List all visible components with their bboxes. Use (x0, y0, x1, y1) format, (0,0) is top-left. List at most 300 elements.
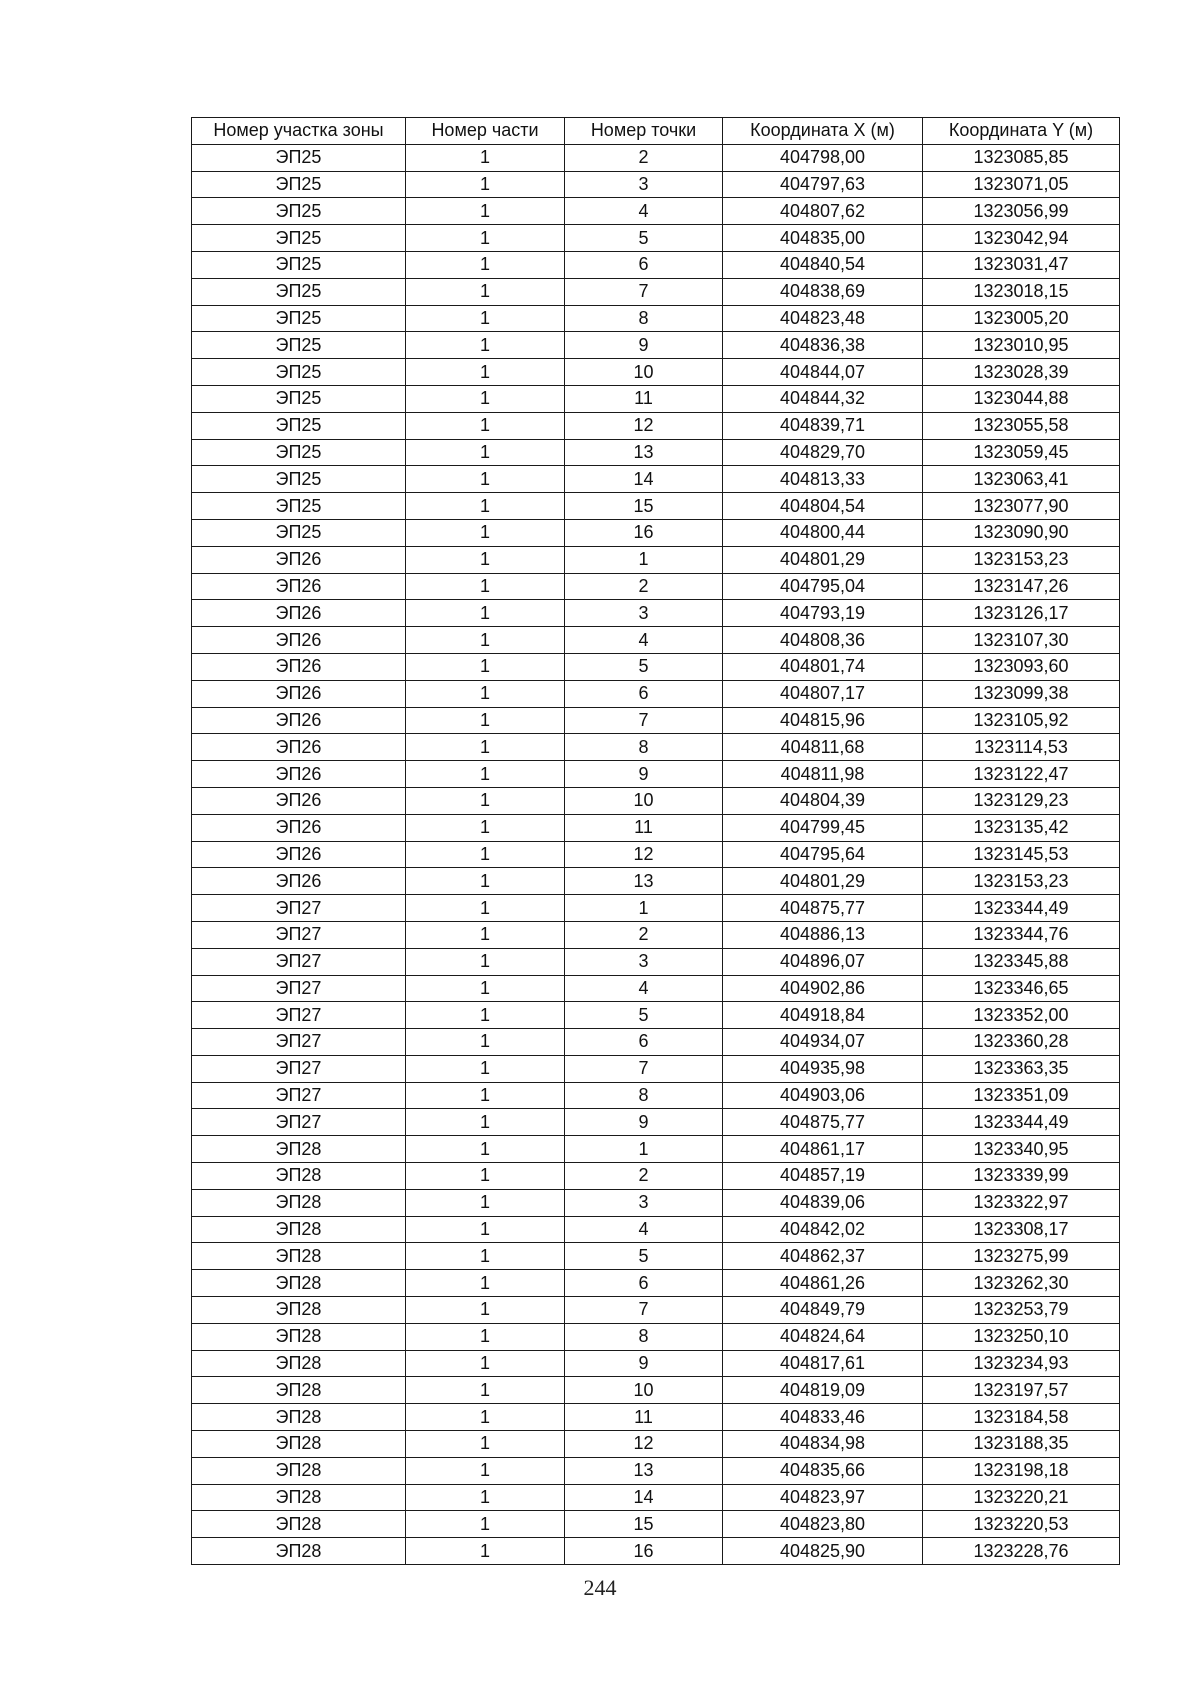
cell-part-number: 1 (406, 734, 565, 761)
cell-zone-section: ЭП28 (192, 1189, 406, 1216)
cell-part-number: 1 (406, 921, 565, 948)
cell-coordinate-x: 404875,77 (723, 1109, 923, 1136)
cell-part-number: 1 (406, 707, 565, 734)
cell-part-number: 1 (406, 332, 565, 359)
cell-zone-section: ЭП26 (192, 814, 406, 841)
table-row (192, 627, 1120, 654)
cell-coordinate-y: 1323055,58 (923, 412, 1120, 439)
cell-coordinate-x: 404903,06 (723, 1082, 923, 1109)
cell-coordinate-y: 1323340,95 (923, 1136, 1120, 1163)
table-row (192, 1323, 1120, 1350)
cell-point-number: 9 (565, 761, 723, 788)
cell-coordinate-x: 404834,98 (723, 1431, 923, 1458)
cell-point-number: 8 (565, 1323, 723, 1350)
cell-zone-section: ЭП27 (192, 1002, 406, 1029)
table-row (192, 1055, 1120, 1082)
cell-coordinate-y: 1323059,45 (923, 439, 1120, 466)
cell-part-number: 1 (406, 1002, 565, 1029)
cell-coordinate-x: 404824,64 (723, 1323, 923, 1350)
cell-point-number: 10 (565, 359, 723, 386)
cell-coordinate-x: 404811,68 (723, 734, 923, 761)
table-row (192, 653, 1120, 680)
cell-part-number: 1 (406, 1189, 565, 1216)
cell-part-number: 1 (406, 1055, 565, 1082)
cell-coordinate-y: 1323308,17 (923, 1216, 1120, 1243)
cell-coordinate-y: 1323005,20 (923, 305, 1120, 332)
cell-coordinate-y: 1323262,30 (923, 1270, 1120, 1297)
table-row (192, 787, 1120, 814)
cell-zone-section: ЭП25 (192, 439, 406, 466)
table-row (192, 707, 1120, 734)
cell-part-number: 1 (406, 761, 565, 788)
table-row (192, 573, 1120, 600)
table-row (192, 144, 1120, 171)
cell-zone-section: ЭП26 (192, 734, 406, 761)
cell-point-number: 8 (565, 305, 723, 332)
cell-coordinate-x: 404857,19 (723, 1163, 923, 1190)
cell-zone-section: ЭП28 (192, 1243, 406, 1270)
cell-coordinate-y: 1323234,93 (923, 1350, 1120, 1377)
cell-coordinate-x: 404918,84 (723, 1002, 923, 1029)
cell-part-number: 1 (406, 841, 565, 868)
cell-zone-section: ЭП28 (192, 1323, 406, 1350)
cell-zone-section: ЭП25 (192, 305, 406, 332)
cell-coordinate-y: 1323228,76 (923, 1538, 1120, 1565)
cell-coordinate-y: 1323114,53 (923, 734, 1120, 761)
cell-coordinate-y: 1323345,88 (923, 948, 1120, 975)
cell-part-number: 1 (406, 144, 565, 171)
cell-coordinate-y: 1323339,99 (923, 1163, 1120, 1190)
cell-coordinate-x: 404815,96 (723, 707, 923, 734)
cell-coordinate-x: 404835,00 (723, 225, 923, 252)
cell-coordinate-x: 404804,39 (723, 787, 923, 814)
cell-coordinate-y: 1323010,95 (923, 332, 1120, 359)
cell-coordinate-x: 404813,33 (723, 466, 923, 493)
cell-point-number: 9 (565, 1350, 723, 1377)
cell-part-number: 1 (406, 278, 565, 305)
cell-coordinate-y: 1323153,23 (923, 868, 1120, 895)
cell-coordinate-x: 404836,38 (723, 332, 923, 359)
cell-part-number: 1 (406, 1404, 565, 1431)
cell-part-number: 1 (406, 1511, 565, 1538)
cell-coordinate-y: 1323346,65 (923, 975, 1120, 1002)
cell-zone-section: ЭП26 (192, 841, 406, 868)
cell-coordinate-y: 1323126,17 (923, 600, 1120, 627)
table-header-row (192, 118, 1120, 145)
header-coordinate-x: Координата X (м) (723, 118, 923, 145)
cell-zone-section: ЭП27 (192, 975, 406, 1002)
table-row (192, 1431, 1120, 1458)
table-row (192, 948, 1120, 975)
table-row (192, 680, 1120, 707)
cell-coordinate-y: 1323042,94 (923, 225, 1120, 252)
cell-point-number: 8 (565, 1082, 723, 1109)
cell-coordinate-y: 1323090,90 (923, 519, 1120, 546)
cell-coordinate-x: 404861,26 (723, 1270, 923, 1297)
table-row (192, 1377, 1120, 1404)
cell-part-number: 1 (406, 1243, 565, 1270)
cell-zone-section: ЭП26 (192, 787, 406, 814)
cell-point-number: 6 (565, 1270, 723, 1297)
cell-coordinate-y: 1323322,97 (923, 1189, 1120, 1216)
cell-coordinate-x: 404862,37 (723, 1243, 923, 1270)
table-row (192, 519, 1120, 546)
cell-coordinate-y: 1323253,79 (923, 1297, 1120, 1324)
cell-zone-section: ЭП26 (192, 707, 406, 734)
cell-point-number: 6 (565, 680, 723, 707)
cell-coordinate-x: 404801,74 (723, 653, 923, 680)
cell-coordinate-x: 404807,62 (723, 198, 923, 225)
cell-zone-section: ЭП27 (192, 895, 406, 922)
cell-point-number: 2 (565, 921, 723, 948)
cell-part-number: 1 (406, 573, 565, 600)
cell-coordinate-y: 1323028,39 (923, 359, 1120, 386)
cell-point-number: 12 (565, 412, 723, 439)
cell-coordinate-x: 404807,17 (723, 680, 923, 707)
cell-part-number: 1 (406, 198, 565, 225)
cell-part-number: 1 (406, 1270, 565, 1297)
cell-part-number: 1 (406, 171, 565, 198)
cell-coordinate-x: 404797,63 (723, 171, 923, 198)
cell-coordinate-y: 1323360,28 (923, 1029, 1120, 1056)
header-part-number: Номер части (406, 118, 565, 145)
cell-coordinate-x: 404808,36 (723, 627, 923, 654)
cell-point-number: 1 (565, 546, 723, 573)
cell-part-number: 1 (406, 1484, 565, 1511)
cell-coordinate-y: 1323363,35 (923, 1055, 1120, 1082)
cell-zone-section: ЭП28 (192, 1163, 406, 1190)
cell-point-number: 13 (565, 439, 723, 466)
table-row (192, 1189, 1120, 1216)
cell-coordinate-x: 404840,54 (723, 251, 923, 278)
cell-point-number: 5 (565, 225, 723, 252)
cell-part-number: 1 (406, 466, 565, 493)
cell-zone-section: ЭП25 (192, 385, 406, 412)
cell-point-number: 3 (565, 948, 723, 975)
cell-point-number: 3 (565, 1189, 723, 1216)
cell-point-number: 2 (565, 1163, 723, 1190)
table-row (192, 1270, 1120, 1297)
cell-coordinate-y: 1323018,15 (923, 278, 1120, 305)
cell-point-number: 4 (565, 627, 723, 654)
cell-point-number: 15 (565, 493, 723, 520)
table-row (192, 1538, 1120, 1565)
cell-zone-section: ЭП28 (192, 1431, 406, 1458)
table-row (192, 385, 1120, 412)
coordinates-table (191, 117, 1120, 1565)
cell-zone-section: ЭП28 (192, 1136, 406, 1163)
cell-part-number: 1 (406, 1350, 565, 1377)
table-row (192, 278, 1120, 305)
cell-coordinate-y: 1323147,26 (923, 573, 1120, 600)
cell-part-number: 1 (406, 519, 565, 546)
cell-zone-section: ЭП25 (192, 332, 406, 359)
table-row (192, 841, 1120, 868)
header-point-number: Номер точки (565, 118, 723, 145)
table-row (192, 225, 1120, 252)
cell-part-number: 1 (406, 1163, 565, 1190)
cell-point-number: 2 (565, 144, 723, 171)
table-row (192, 332, 1120, 359)
table-row (192, 734, 1120, 761)
cell-point-number: 15 (565, 1511, 723, 1538)
cell-coordinate-y: 1323099,38 (923, 680, 1120, 707)
cell-zone-section: ЭП26 (192, 761, 406, 788)
table-row (192, 1297, 1120, 1324)
cell-coordinate-y: 1323093,60 (923, 653, 1120, 680)
cell-point-number: 5 (565, 1243, 723, 1270)
cell-coordinate-x: 404819,09 (723, 1377, 923, 1404)
cell-part-number: 1 (406, 868, 565, 895)
cell-part-number: 1 (406, 1323, 565, 1350)
cell-point-number: 14 (565, 1484, 723, 1511)
header-zone-section: Номер участка зоны (192, 118, 406, 145)
cell-part-number: 1 (406, 385, 565, 412)
cell-zone-section: ЭП27 (192, 948, 406, 975)
cell-point-number: 8 (565, 734, 723, 761)
cell-zone-section: ЭП28 (192, 1457, 406, 1484)
table-row (192, 466, 1120, 493)
cell-coordinate-y: 1323220,53 (923, 1511, 1120, 1538)
table-row (192, 1243, 1120, 1270)
cell-point-number: 6 (565, 1029, 723, 1056)
cell-part-number: 1 (406, 653, 565, 680)
cell-coordinate-y: 1323344,49 (923, 895, 1120, 922)
cell-coordinate-y: 1323344,76 (923, 921, 1120, 948)
cell-coordinate-y: 1323135,42 (923, 814, 1120, 841)
table-row (192, 868, 1120, 895)
cell-point-number: 16 (565, 1538, 723, 1565)
cell-part-number: 1 (406, 1109, 565, 1136)
cell-coordinate-x: 404801,29 (723, 868, 923, 895)
cell-coordinate-y: 1323031,47 (923, 251, 1120, 278)
cell-coordinate-x: 404861,17 (723, 1136, 923, 1163)
cell-part-number: 1 (406, 895, 565, 922)
table-row (192, 1136, 1120, 1163)
table-row (192, 814, 1120, 841)
cell-coordinate-x: 404817,61 (723, 1350, 923, 1377)
cell-coordinate-x: 404835,66 (723, 1457, 923, 1484)
cell-coordinate-y: 1323188,35 (923, 1431, 1120, 1458)
cell-zone-section: ЭП28 (192, 1538, 406, 1565)
cell-coordinate-y: 1323344,49 (923, 1109, 1120, 1136)
cell-part-number: 1 (406, 787, 565, 814)
cell-zone-section: ЭП26 (192, 546, 406, 573)
cell-coordinate-y: 1323352,00 (923, 1002, 1120, 1029)
cell-point-number: 2 (565, 573, 723, 600)
cell-zone-section: ЭП25 (192, 278, 406, 305)
cell-coordinate-y: 1323077,90 (923, 493, 1120, 520)
cell-point-number: 7 (565, 1297, 723, 1324)
table-row (192, 1002, 1120, 1029)
cell-point-number: 3 (565, 600, 723, 627)
cell-coordinate-x: 404849,79 (723, 1297, 923, 1324)
cell-zone-section: ЭП28 (192, 1350, 406, 1377)
cell-zone-section: ЭП27 (192, 1055, 406, 1082)
cell-part-number: 1 (406, 546, 565, 573)
cell-point-number: 11 (565, 814, 723, 841)
cell-zone-section: ЭП28 (192, 1511, 406, 1538)
cell-coordinate-y: 1323056,99 (923, 198, 1120, 225)
cell-zone-section: ЭП26 (192, 600, 406, 627)
cell-coordinate-y: 1323071,05 (923, 171, 1120, 198)
table-row (192, 1484, 1120, 1511)
cell-zone-section: ЭП25 (192, 519, 406, 546)
cell-zone-section: ЭП25 (192, 412, 406, 439)
cell-zone-section: ЭП25 (192, 225, 406, 252)
cell-zone-section: ЭП26 (192, 680, 406, 707)
cell-zone-section: ЭП28 (192, 1216, 406, 1243)
table-row (192, 1457, 1120, 1484)
cell-part-number: 1 (406, 600, 565, 627)
cell-part-number: 1 (406, 225, 565, 252)
cell-point-number: 12 (565, 1431, 723, 1458)
cell-part-number: 1 (406, 814, 565, 841)
cell-point-number: 13 (565, 1457, 723, 1484)
table-row (192, 305, 1120, 332)
cell-coordinate-y: 1323145,53 (923, 841, 1120, 868)
table-row (192, 921, 1120, 948)
cell-coordinate-y: 1323351,09 (923, 1082, 1120, 1109)
cell-coordinate-y: 1323085,85 (923, 144, 1120, 171)
cell-point-number: 6 (565, 251, 723, 278)
cell-coordinate-x: 404825,90 (723, 1538, 923, 1565)
cell-coordinate-x: 404793,19 (723, 600, 923, 627)
cell-coordinate-x: 404823,48 (723, 305, 923, 332)
cell-coordinate-y: 1323063,41 (923, 466, 1120, 493)
cell-point-number: 9 (565, 332, 723, 359)
cell-coordinate-x: 404902,86 (723, 975, 923, 1002)
cell-point-number: 4 (565, 1216, 723, 1243)
cell-point-number: 13 (565, 868, 723, 895)
cell-point-number: 10 (565, 1377, 723, 1404)
table-row (192, 1404, 1120, 1431)
cell-part-number: 1 (406, 439, 565, 466)
table-row (192, 895, 1120, 922)
cell-coordinate-y: 1323198,18 (923, 1457, 1120, 1484)
cell-part-number: 1 (406, 251, 565, 278)
header-coordinate-y: Координата Y (м) (923, 118, 1120, 145)
cell-zone-section: ЭП28 (192, 1270, 406, 1297)
cell-part-number: 1 (406, 1538, 565, 1565)
cell-coordinate-y: 1323197,57 (923, 1377, 1120, 1404)
cell-point-number: 16 (565, 519, 723, 546)
cell-point-number: 1 (565, 1136, 723, 1163)
cell-part-number: 1 (406, 412, 565, 439)
cell-zone-section: ЭП28 (192, 1404, 406, 1431)
cell-point-number: 11 (565, 385, 723, 412)
cell-zone-section: ЭП28 (192, 1484, 406, 1511)
cell-point-number: 5 (565, 1002, 723, 1029)
cell-coordinate-x: 404886,13 (723, 921, 923, 948)
cell-point-number: 10 (565, 787, 723, 814)
cell-coordinate-y: 1323250,10 (923, 1323, 1120, 1350)
cell-part-number: 1 (406, 1457, 565, 1484)
cell-zone-section: ЭП27 (192, 1109, 406, 1136)
cell-zone-section: ЭП25 (192, 493, 406, 520)
cell-coordinate-y: 1323220,21 (923, 1484, 1120, 1511)
cell-coordinate-x: 404795,04 (723, 573, 923, 600)
cell-coordinate-x: 404833,46 (723, 1404, 923, 1431)
cell-point-number: 4 (565, 975, 723, 1002)
cell-part-number: 1 (406, 305, 565, 332)
cell-coordinate-x: 404795,64 (723, 841, 923, 868)
table-row (192, 493, 1120, 520)
cell-coordinate-y: 1323044,88 (923, 385, 1120, 412)
table-row (192, 198, 1120, 225)
cell-zone-section: ЭП25 (192, 171, 406, 198)
table-row (192, 359, 1120, 386)
table-row (192, 1163, 1120, 1190)
cell-coordinate-x: 404839,71 (723, 412, 923, 439)
cell-zone-section: ЭП25 (192, 466, 406, 493)
cell-point-number: 9 (565, 1109, 723, 1136)
cell-zone-section: ЭП25 (192, 144, 406, 171)
cell-zone-section: ЭП25 (192, 251, 406, 278)
cell-coordinate-x: 404804,54 (723, 493, 923, 520)
table-body (192, 144, 1120, 1564)
table-row (192, 761, 1120, 788)
cell-coordinate-x: 404829,70 (723, 439, 923, 466)
cell-point-number: 7 (565, 707, 723, 734)
cell-part-number: 1 (406, 948, 565, 975)
cell-zone-section: ЭП26 (192, 573, 406, 600)
table-row (192, 171, 1120, 198)
cell-coordinate-y: 1323129,23 (923, 787, 1120, 814)
cell-coordinate-y: 1323275,99 (923, 1243, 1120, 1270)
cell-coordinate-x: 404800,44 (723, 519, 923, 546)
table-row (192, 251, 1120, 278)
cell-point-number: 4 (565, 198, 723, 225)
cell-part-number: 1 (406, 1216, 565, 1243)
cell-coordinate-x: 404842,02 (723, 1216, 923, 1243)
cell-zone-section: ЭП28 (192, 1297, 406, 1324)
cell-part-number: 1 (406, 1136, 565, 1163)
table-row (192, 600, 1120, 627)
cell-coordinate-x: 404838,69 (723, 278, 923, 305)
page-number: 244 (583, 1575, 617, 1600)
cell-zone-section: ЭП26 (192, 653, 406, 680)
cell-part-number: 1 (406, 680, 565, 707)
table-row (192, 1216, 1120, 1243)
cell-part-number: 1 (406, 359, 565, 386)
cell-zone-section: ЭП25 (192, 359, 406, 386)
cell-point-number: 14 (565, 466, 723, 493)
cell-coordinate-y: 1323153,23 (923, 546, 1120, 573)
cell-coordinate-x: 404875,77 (723, 895, 923, 922)
cell-part-number: 1 (406, 1029, 565, 1056)
cell-coordinate-y: 1323105,92 (923, 707, 1120, 734)
cell-coordinate-x: 404896,07 (723, 948, 923, 975)
cell-coordinate-x: 404798,00 (723, 144, 923, 171)
cell-coordinate-x: 404801,29 (723, 546, 923, 573)
table-row (192, 1082, 1120, 1109)
cell-zone-section: ЭП28 (192, 1377, 406, 1404)
cell-part-number: 1 (406, 1082, 565, 1109)
cell-point-number: 5 (565, 653, 723, 680)
cell-zone-section: ЭП27 (192, 1029, 406, 1056)
cell-part-number: 1 (406, 1297, 565, 1324)
cell-point-number: 3 (565, 171, 723, 198)
cell-coordinate-x: 404844,07 (723, 359, 923, 386)
table-row (192, 1350, 1120, 1377)
cell-coordinate-x: 404799,45 (723, 814, 923, 841)
cell-zone-section: ЭП27 (192, 1082, 406, 1109)
table-row (192, 1511, 1120, 1538)
cell-coordinate-x: 404935,98 (723, 1055, 923, 1082)
cell-coordinate-y: 1323184,58 (923, 1404, 1120, 1431)
cell-zone-section: ЭП27 (192, 921, 406, 948)
